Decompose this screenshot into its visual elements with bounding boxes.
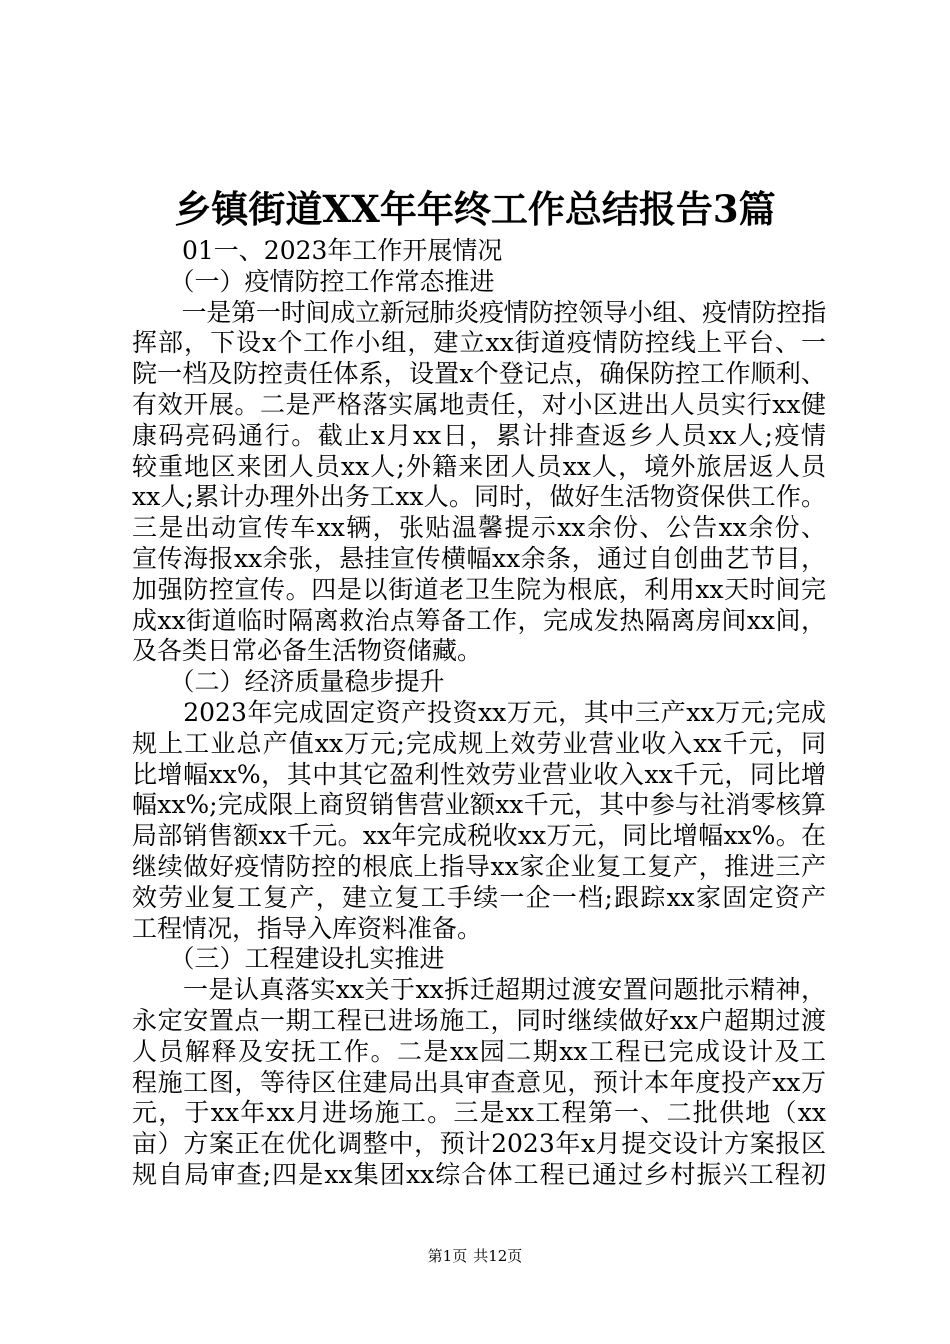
paragraph-line: 亩）方案正在优化调整中，预计2023年x月提交设计方案报区 [132,1129,826,1159]
paragraph-line: 较重地区来团人员xx人;外籍来团人员xx人，境外旅居返人员 [132,451,826,481]
paragraph-line: 一是认真落实xx关于xx拆迁超期过渡安置问题批示精神， [132,975,826,1005]
paragraph-line: 局部销售额xx千元。xx年完成税收xx万元，同比增幅xx%。在 [132,821,826,851]
subsection-heading: （一）疫情防控工作常态推进 [132,266,495,296]
page-footer [0,1246,950,1266]
paragraph-line: 人员解释及安抚工作。二是xx园二期xx工程已完成设计及工 [132,1036,826,1066]
paragraph-line: 一是第一时间成立新冠肺炎疫情防控领导小组、疫情防控指 [132,297,826,327]
paragraph-line: 工程情况，指导入库资料准备。 [132,913,483,943]
document-title: 乡镇街道XX年年终工作总结报告3篇 [174,187,776,231]
paragraph-line: 院一档及防控责任体系，设置x个登记点，确保防控工作顺利、 [132,359,826,389]
paragraph-line: 继续做好疫情防控的根底上指导xx家企业复工复产，推进三产 [132,851,826,881]
page-total: 共12页 [473,1247,523,1265]
paragraph-line: 永定安置点一期工程已进场施工，同时继续做好xx户超期过渡 [132,1005,826,1035]
subsection-heading: （三）工程建设扎实推进 [132,944,445,974]
paragraph-line: 元，于xx年xx月进场施工。三是xx工程第一、二批供地（xx [132,1098,826,1128]
paragraph-line: 有效开展。二是严格落实属地责任，对小区进出人员实行xx健 [132,389,826,419]
paragraph-line: 程施工图，等待区住建局出具审查意见，预计本年度投产xx万 [132,1067,826,1097]
section-heading: 01一、2023年工作开展情况 [132,236,503,265]
paragraph-line: 宣传海报xx余张，悬挂宣传横幅xx余条，通过自创曲艺节目， [132,543,826,573]
paragraph-line: 比增幅xx%，其中其它盈利性效劳业营业收入xx千元，同比增 [132,759,826,789]
paragraph-line: 成xx街道临时隔离救治点筹备工作，完成发热隔离房间xx间， [132,605,826,635]
paragraph-line: 规上工业总产值xx万元;完成规上效劳业营业收入xx千元，同 [132,728,826,758]
paragraph-line: 规自局审查;四是xx集团xx综合体工程已通过乡村振兴工程初 [132,1159,826,1189]
paragraph-line: xx人;累计办理外出务工xx人。同时，做好生活物资保供工作。 [132,482,826,512]
page-number: 第1页 [427,1247,468,1265]
paragraph-line: 三是出动宣传车xx辆，张贴温馨提示xx余份、公告xx余份、 [132,513,826,543]
subsection-heading: （二）经济质量稳步提升 [132,667,445,697]
paragraph-line: 加强防控宣传。四是以街道老卫生院为根底，利用xx天时间完 [132,574,826,604]
paragraph-line: 2023年完成固定资产投资xx万元，其中三产xx万元;完成 [132,697,826,727]
paragraph-line: 挥部，下设x个工作小组，建立xx街道疫情防控线上平台、一 [132,328,826,358]
paragraph-line: 及各类日常必备生活物资储藏。 [132,636,483,666]
paragraph-line: 康码亮码通行。截止x月xx日，累计排查返乡人员xx人;疫情 [132,420,826,450]
paragraph-line: 幅xx%;完成限上商贸销售营业额xx千元，其中参与社消零核算 [132,790,826,820]
paragraph-line: 效劳业复工复产，建立复工手续一企一档;跟踪xx家固定资产 [132,882,826,912]
document-body [132,236,826,1191]
